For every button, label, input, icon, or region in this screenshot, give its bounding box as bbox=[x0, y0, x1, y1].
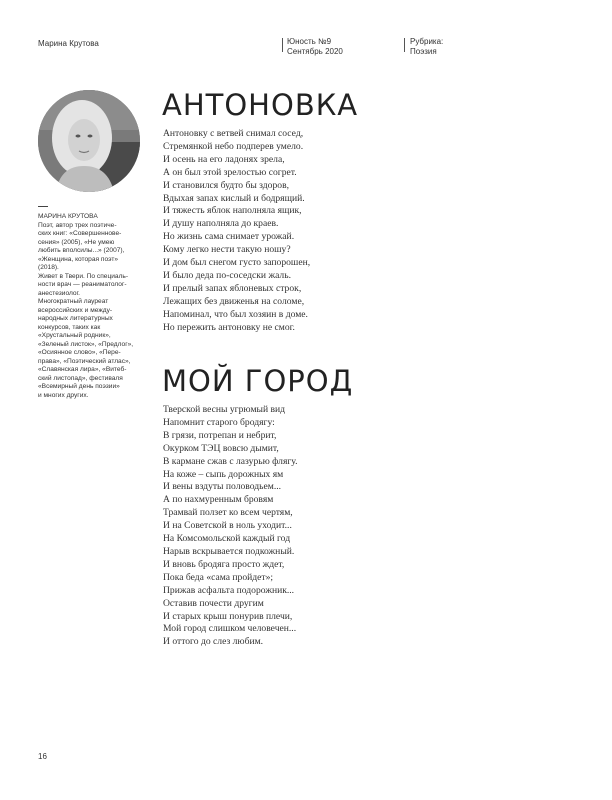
issue-date: Сентябрь 2020 bbox=[287, 47, 343, 56]
bio-line: любить вполсилы...» (2007), bbox=[38, 247, 125, 254]
poem-line: Прижав асфальта подорожник... bbox=[163, 584, 295, 596]
poem-line: Окурком ТЭЦ вовсю дымит, bbox=[163, 442, 279, 454]
header-author: Марина Крутова bbox=[38, 39, 99, 48]
bio-line: анестезиолог. bbox=[38, 289, 80, 297]
poem-line: А по нахмуренным бровям bbox=[163, 494, 274, 506]
bio-line: всероссийских и между- bbox=[38, 306, 113, 314]
poem-line: И оттого до слез любим. bbox=[163, 636, 264, 648]
bio-line: ский листопад», фестиваля bbox=[38, 374, 123, 382]
author-name: МАРИНА КРУТОВА bbox=[38, 213, 98, 220]
bio-line: «Славянская лира», «Витеб- bbox=[38, 366, 127, 373]
poem-line: Трамвай ползет ко всем чертям, bbox=[163, 507, 293, 519]
rubric-value: Поэзия bbox=[410, 47, 437, 56]
poem-line: На Комсомольской каждый год bbox=[163, 533, 291, 545]
page-number: 16 bbox=[38, 752, 47, 761]
bio-line: Поэт, автор трех поэтиче- bbox=[38, 221, 117, 229]
poem-line: Кому легко нести такую ношу? bbox=[163, 244, 291, 256]
poem-line: И прелый запах яблоневых строк, bbox=[163, 282, 302, 294]
bio-line: «Осиянное слово», «Пере- bbox=[38, 349, 121, 356]
poem-line: Оставив почести другим bbox=[163, 597, 264, 609]
bio-line: и многих других. bbox=[38, 391, 89, 399]
poem-line: Вдыхая запах кислый и бодрящий. bbox=[163, 192, 305, 204]
author-photo bbox=[38, 90, 140, 192]
bio-line: конкурсов, таких как bbox=[38, 323, 101, 331]
poem-line: Напоминал, что был хозяин в доме. bbox=[163, 308, 308, 320]
bio-line: Многократный лауреат bbox=[38, 298, 109, 305]
poem-line: Тверской весны угрюмый вид bbox=[163, 404, 286, 415]
bio-line: «Хрустальный родник», bbox=[38, 332, 111, 339]
bio-line: «Всемирный день поэзии» bbox=[38, 383, 120, 390]
poem-body bbox=[163, 128, 310, 335]
poem-line: Мой город слишком человечен... bbox=[163, 623, 297, 635]
bio-line: сения» (2005), «Не умею bbox=[38, 238, 115, 246]
bio-line: народных литературных bbox=[38, 315, 113, 322]
header-divider bbox=[282, 38, 283, 52]
header-rubric bbox=[410, 37, 443, 57]
poem-line: И душу наполняла до краев. bbox=[163, 218, 279, 230]
poem-line: И тяжесть яблок наполняла ящик, bbox=[163, 205, 302, 217]
poem-line: А он был этой зрелостью согрет. bbox=[163, 166, 297, 178]
poem-body bbox=[163, 404, 298, 649]
poem-line: Нарыв вскрывается подкожный. bbox=[163, 545, 295, 557]
poem-line: И на Советской в ноль уходит... bbox=[163, 520, 292, 532]
poem-line: В грязи, потрепан и небрит, bbox=[163, 429, 277, 441]
header-divider bbox=[404, 38, 405, 52]
bio-line: «Зеленый листок», «Предлог», bbox=[38, 340, 134, 348]
bio-line: (2018). bbox=[38, 264, 59, 271]
author-bio bbox=[38, 213, 154, 400]
bio-line: «Женщина, которая поэт» bbox=[38, 255, 119, 263]
poem-line: На коже – сыпь дорожных ям bbox=[163, 468, 284, 480]
poem-title: АНТОНОВКА bbox=[162, 88, 359, 122]
bio-line: Живет в Твери. По специаль- bbox=[38, 272, 129, 280]
poem-line: Стремянкой небо подперев умело. bbox=[163, 140, 304, 152]
rubric-label: Рубрика: bbox=[410, 37, 444, 46]
magazine-title: Юность №9 bbox=[287, 37, 332, 46]
poem-line: И осень на его ладонях зрела, bbox=[163, 153, 285, 165]
bio-separator bbox=[38, 206, 48, 207]
bio-line: ских книг: «Совершеннове- bbox=[38, 230, 122, 237]
bio-line: ности врач — реаниматолог- bbox=[38, 281, 127, 288]
poem-line: И вены вздуты половодьем... bbox=[163, 481, 282, 493]
poem-line: В кармане сжав с лазурью флягу. bbox=[163, 455, 298, 467]
poem-title: МОЙ ГОРОД bbox=[162, 364, 354, 398]
poem-line: Лежащих без движенья на соломе, bbox=[163, 295, 305, 307]
header-magazine bbox=[287, 37, 343, 57]
bio-line: права», «Поэтический атлас», bbox=[38, 357, 131, 365]
poem-line: И становился будто бы здоров, bbox=[163, 179, 289, 191]
poem-line: Пока беда «сама пройдет»; bbox=[163, 571, 274, 583]
poem-line: И было деда по-соседски жаль. bbox=[163, 269, 291, 281]
poem-line: Но пережить антоновку не смог. bbox=[163, 321, 295, 333]
poem-line: И старых крыш понурив плечи, bbox=[163, 610, 293, 622]
poem-line: Но жизнь сама снимает урожай. bbox=[163, 231, 295, 243]
poem-line: И вновь бродяга просто ждет, bbox=[163, 558, 285, 570]
poem-line: Напомнит старого бродягу: bbox=[163, 416, 275, 428]
poem-line: Антоновку с ветвей снимал сосед, bbox=[163, 128, 304, 139]
poem-line: И дом был снегом густо запорошен, bbox=[163, 257, 311, 269]
